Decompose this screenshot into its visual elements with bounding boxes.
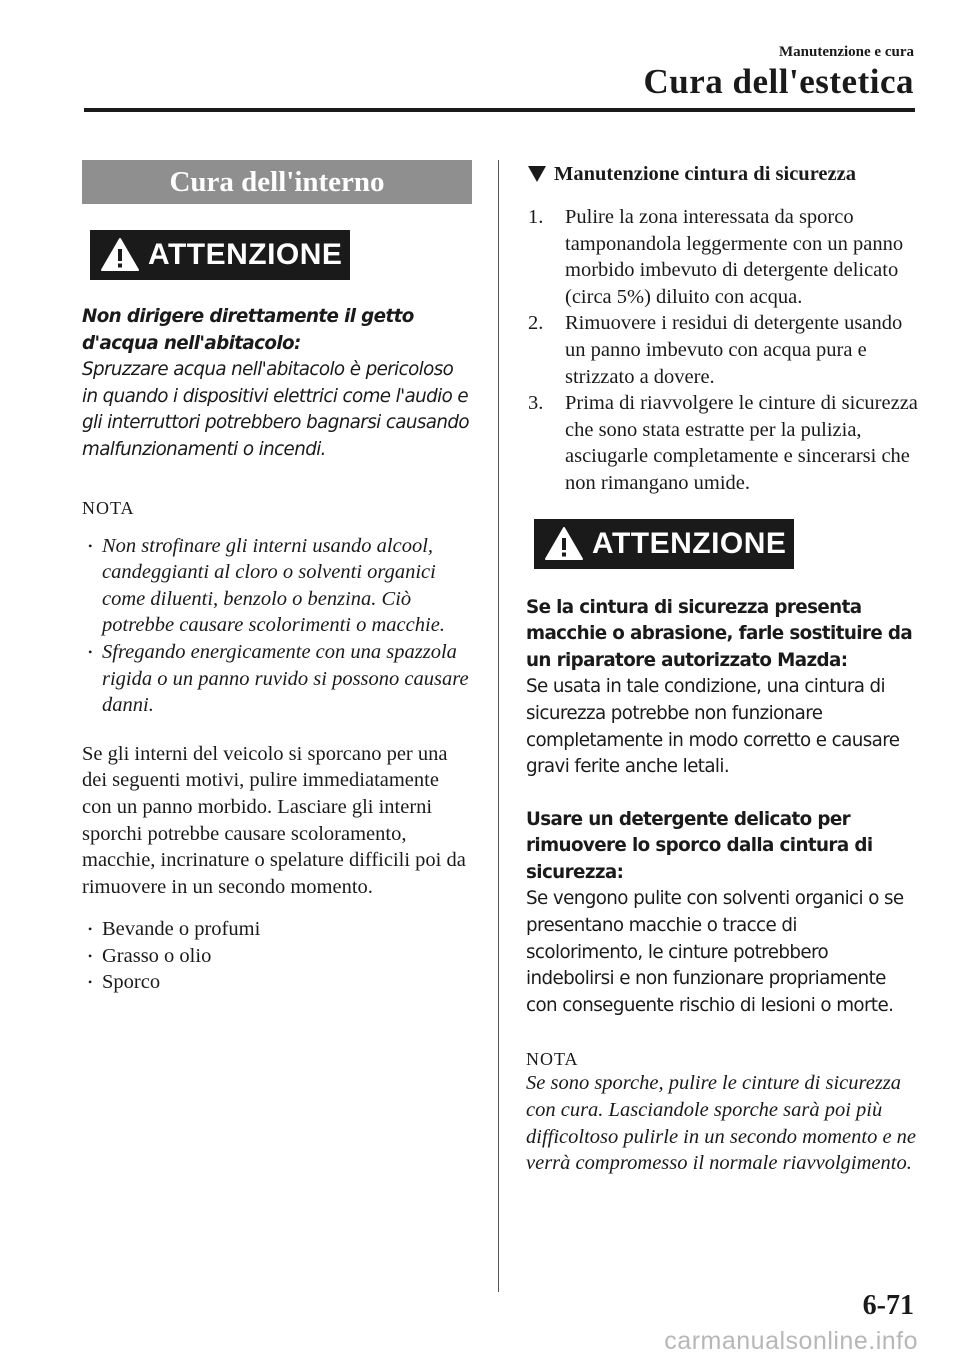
warning-heading: Se la cintura di sicurezza presenta macchie o abrasione, farle sostituire da un riparatore autorizzato Mazda: <box>526 596 913 671</box>
step-item <box>528 390 918 496</box>
step-number: 1. <box>528 206 544 228</box>
subheading <box>528 160 918 188</box>
body-paragraph: Se gli interni del veicolo si sporcano per una dei seguenti motivi, pulire immediatamente con un panno morbido. Lasciare gli interni sporchi potrebbe causare scoloramento, macchie, incrinature o spelature difficili poi da rimuovere in un secondo momento. <box>82 742 466 898</box>
warning-icon <box>544 526 584 562</box>
nota-label: NOTA <box>526 1049 579 1070</box>
step-text: Prima di riavvolgere le cinture di sicurezza che sono stata estratte per la pulizia, asciugarle completamente e sincerarsi che non rimangano umide. <box>565 392 918 494</box>
list-item: • Sporco <box>82 969 472 996</box>
nota-text: Se sono sporche, pulire le cinture di sicurezza con cura. Lasciandole sporche sarà poi più difficoltoso pulirle in un secondo momento e ne verrà compromesso il normale riavvolgimento. <box>526 1072 917 1175</box>
warning-badge <box>90 230 350 280</box>
warning-label: ATTENZIONE <box>148 238 343 271</box>
nota-list <box>82 533 472 719</box>
triangle-down-icon <box>528 166 546 182</box>
left-column <box>82 160 472 996</box>
warning-icon <box>100 237 140 273</box>
step-text: Rimuovere i residui di detergente usando un panno imbevuto con acqua pura e strizzato a dovere. <box>565 312 903 388</box>
step-text: Pulire la zona interessata da sporco tamponandola leggermente con un panno morbido imbevuto di detergente delicato (circa 5%) diluito con acqua. <box>565 206 904 308</box>
warning-body: Spruzzare acqua nell'abitacolo è pericoloso in quando i dispositivi elettrici come l'audio e gli interruttori potrebbero bagnarsi causando malfunzionamenti o incendi. <box>82 359 469 460</box>
warning-body: Se usata in tale condizione, una cintura di sicurezza potrebbe non funzionare completamente in modo corretto e causare gravi ferite anche letali. <box>526 676 900 778</box>
right-column <box>526 160 918 1177</box>
step-item <box>528 204 918 310</box>
steps-list <box>528 204 918 497</box>
header-rule <box>84 108 915 112</box>
causes-list <box>82 916 472 996</box>
nota-item: • Sfregando energicamente con una spazzola rigida o un panno ruvido si possono causare danni. <box>82 639 472 719</box>
warning-body: Se vengono pulite con solventi organici o se presentano macchie o tracce di scolorimento, le cinture potrebbero indebolirsi e non funzionare propriamente con conseguente rischio di lesioni o morte. <box>526 888 904 1016</box>
step-number: 3. <box>528 392 544 415</box>
header-title: Cura dell'estetica <box>643 62 914 101</box>
step-number: 2. <box>528 312 544 335</box>
warning-badge <box>534 519 794 569</box>
column-divider <box>498 160 499 1292</box>
warning-heading-text: Non dirigere direttamente il getto d'acqua nell'abitacolo: <box>82 306 414 354</box>
nota-item: • Non strofinare gli interni usando alcool, candeggianti al cloro o solventi organici come diluenti, benzolo o benzina. Ciò potrebbe causare scolorimenti o macchie. <box>82 533 472 639</box>
warning-heading: Usare un detergente delicato per rimuovere lo sporco dalla cintura di sicurezza: <box>526 808 873 883</box>
step-item <box>528 310 918 390</box>
warning-label: ATTENZIONE <box>592 526 787 560</box>
subheading-text: Manutenzione cintura di sicurezza <box>554 163 856 185</box>
list-item: • Bevande o profumi <box>82 916 472 943</box>
page-number: 6-71 <box>862 1290 914 1321</box>
header-section: Manutenzione e cura <box>779 44 914 60</box>
nota-label: NOTA <box>82 497 135 518</box>
watermark: carmanualsonline.info <box>664 1327 918 1355</box>
section-banner: Cura dell'interno <box>82 160 472 204</box>
warning-heading <box>82 304 472 357</box>
list-item: • Grasso o olio <box>82 943 472 970</box>
